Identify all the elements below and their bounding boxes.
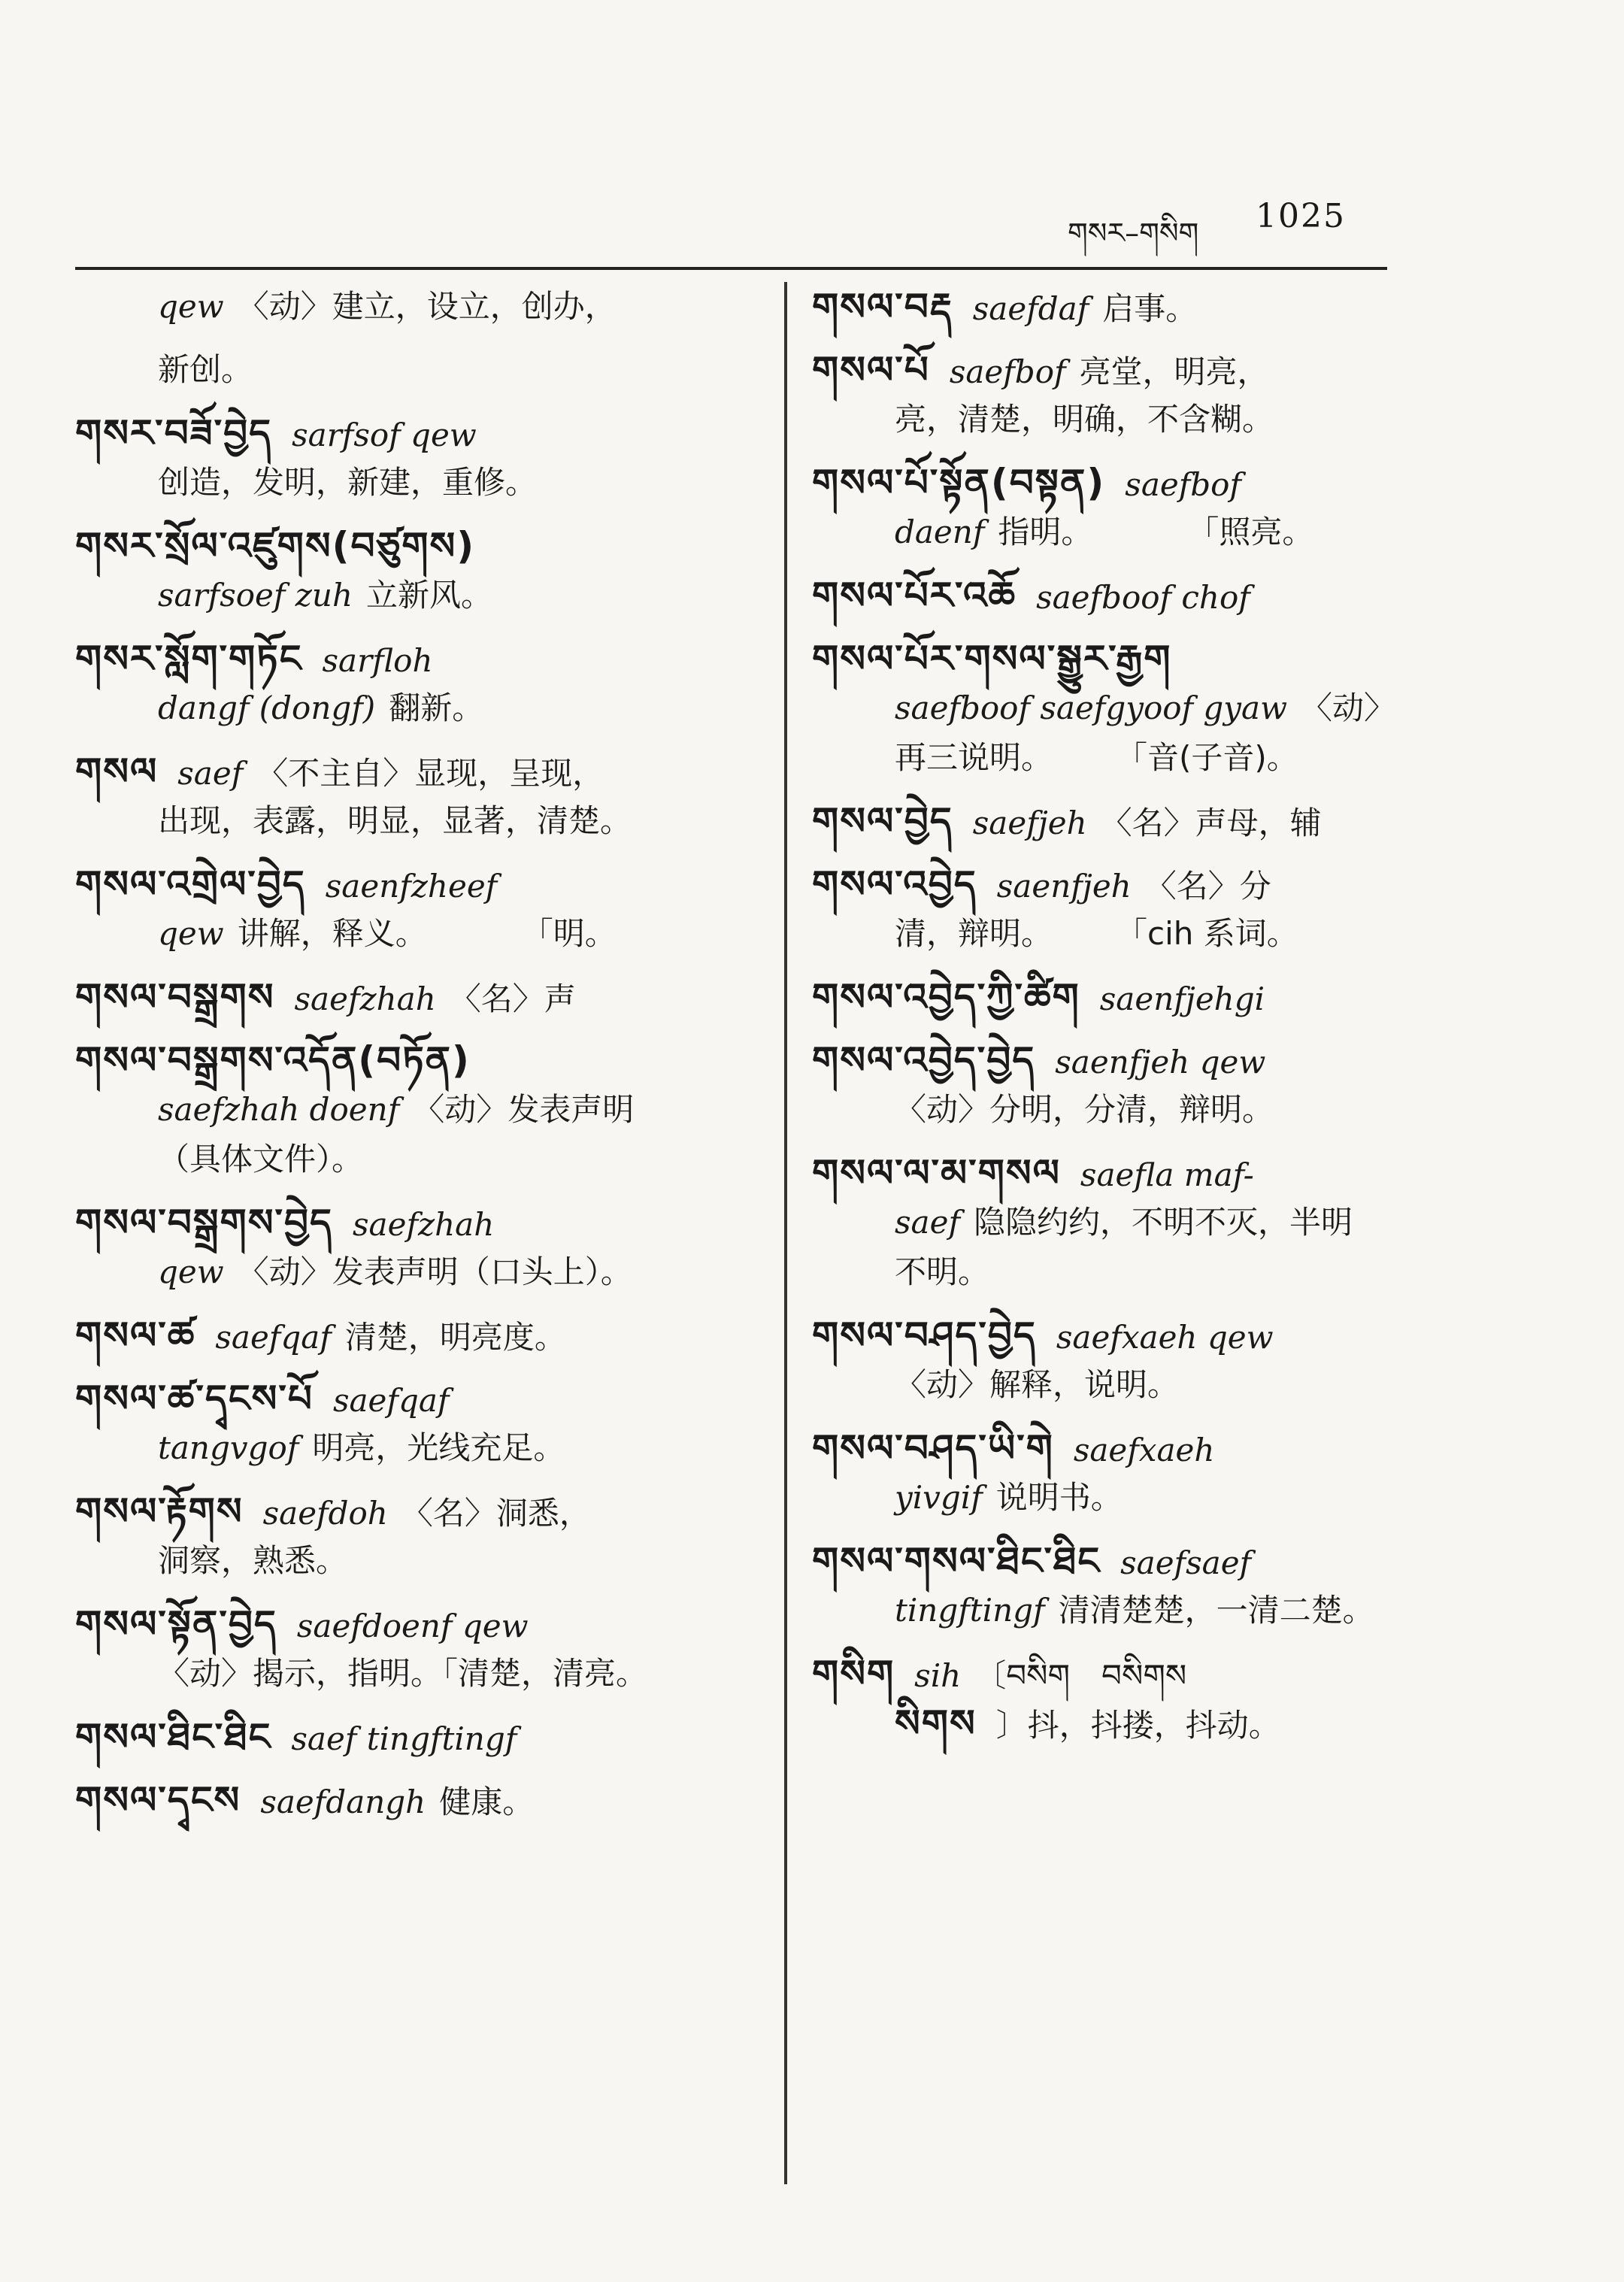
headword-tibetan: གསར་བཟོ་བྱེད	[75, 411, 273, 455]
definition: 翻新。	[389, 689, 484, 726]
definition: 出现，表露，明显，显著，清楚。	[158, 802, 632, 839]
entry-line	[75, 1374, 752, 1423]
definition: 洞察，熟悉。	[158, 1542, 348, 1579]
entry-line	[75, 345, 752, 395]
headword-tibetan: གསལ་དྭངས	[75, 1778, 241, 1822]
definition: 健康。	[439, 1783, 535, 1820]
entry-line	[812, 1148, 1459, 1198]
dictionary-entry	[812, 1035, 1459, 1135]
headword-tibetan: གསལ་སྟོན་བྱེད	[75, 1602, 277, 1646]
dictionary-entry	[812, 1148, 1459, 1297]
dictionary-entry	[75, 1311, 752, 1360]
headword-tibetan: གསལ་བསྒྲགས་འདོན(བཏོན)	[75, 1038, 471, 1082]
entry-line	[812, 395, 1459, 444]
romanization: saefqaf	[215, 1319, 332, 1356]
romanization: tingftingf	[895, 1592, 1045, 1629]
definition: 〕抖，抖搂，抖动。	[995, 1707, 1280, 1744]
left-column	[75, 282, 752, 1838]
romanization: saefla maf-	[1080, 1156, 1254, 1193]
definition: 不明。	[895, 1253, 990, 1290]
entry-gap	[812, 1135, 1459, 1148]
dictionary-entry	[812, 634, 1459, 783]
entry-line	[75, 282, 752, 332]
entry-line	[812, 571, 1459, 620]
headword-tibetan: གསལ་པོ	[812, 348, 930, 392]
romanization: sarfsof qew	[292, 417, 477, 453]
entry-line	[75, 1198, 752, 1247]
headword-tibetan: གསར་སློག་གཏོང	[75, 637, 303, 680]
romanization: saenfjehgi	[1099, 980, 1265, 1017]
entry-line	[812, 1198, 1459, 1247]
entry-gap	[812, 1022, 1459, 1035]
entry-gap	[75, 1762, 752, 1775]
headword-tibetan: གསལ་འབྱེད	[812, 862, 977, 906]
entry-line	[812, 683, 1459, 733]
definition: 〈名〉分	[1144, 868, 1271, 905]
headword-tibetan: གསལ་བཤད་ཡི་གེ	[812, 1426, 1054, 1470]
page-number: 1025	[1256, 197, 1346, 235]
headword-tibetan: གསལ་འབྱེད་བྱེད	[812, 1038, 1036, 1082]
dictionary-entry	[812, 345, 1459, 444]
romanization: saef tingftingf	[291, 1720, 517, 1757]
definition: 清楚，明亮度。	[344, 1319, 566, 1356]
romanization: saefzhah	[353, 1206, 495, 1243]
romanization: sarfsoef zuh	[158, 577, 353, 614]
romanization: sarfloh	[322, 642, 433, 679]
romanization: saefdangh	[260, 1783, 426, 1820]
entry-line	[75, 1035, 752, 1085]
definition: 〈动〉	[1301, 689, 1396, 726]
romanization: saefjeh	[972, 805, 1087, 841]
entry-line	[812, 1311, 1459, 1360]
entry-line	[75, 1423, 752, 1473]
romanization: saef	[177, 755, 244, 792]
entry-line	[812, 1586, 1459, 1635]
dictionary-entry	[75, 859, 752, 959]
entry-line	[75, 458, 752, 508]
headword-tibetan: གསལ་འགྲེལ་བྱེད	[75, 862, 306, 906]
entry-gap	[812, 1748, 1459, 1762]
entry-line	[812, 282, 1459, 332]
headword-tibetan: གསིག	[812, 1652, 895, 1696]
headword-tibetan: གསལ་པོར་འཆོ	[812, 574, 1017, 617]
romanization: saefdaf	[972, 290, 1089, 327]
entry-line	[75, 1247, 752, 1297]
dictionary-entry	[75, 345, 752, 395]
entry-line	[812, 1247, 1459, 1297]
romanization: saefboof chof	[1036, 579, 1250, 616]
dictionary-entry	[75, 747, 752, 846]
headword-tibetan: གསལ	[75, 750, 159, 793]
entry-gap	[75, 846, 752, 859]
romanization: saefzhah	[294, 980, 436, 1017]
definition: 〈动〉揭示，指明。「清楚，清亮。	[158, 1655, 648, 1692]
definition: 亮，清楚，明确，不含糊。	[895, 401, 1274, 438]
romanization: saenfzheef	[325, 868, 498, 905]
entry-line	[75, 408, 752, 458]
entry-line	[812, 345, 1459, 395]
headword-tibetan: གསལ་ཚ་དྭངས་པོ	[75, 1377, 314, 1420]
romanization: saefboof saefgyoof gyaw	[895, 689, 1288, 726]
headword-tibetan: གསལ་བྱེད	[812, 799, 953, 843]
entry-gap	[75, 1825, 752, 1838]
definition: 〈动〉建立，设立，创办，	[237, 288, 617, 325]
entry-line	[812, 1536, 1459, 1586]
entry-gap	[75, 1586, 752, 1599]
dictionary-entry	[812, 796, 1459, 846]
entry-line	[75, 1536, 752, 1586]
entry-gap	[812, 444, 1459, 458]
definition: 新创。	[158, 351, 253, 388]
entry-gap	[75, 620, 752, 634]
romanization: saefqaf	[332, 1382, 450, 1419]
entry-gap	[812, 959, 1459, 972]
headword-tibetan: གསལ་བཤད་བྱེད	[812, 1314, 1037, 1357]
entry-line	[812, 733, 1459, 783]
definition: 清清楚楚，一清二楚。	[1058, 1592, 1374, 1629]
column-divider	[784, 282, 787, 2184]
entry-line	[812, 972, 1459, 1022]
dictionary-entry	[75, 1035, 752, 1184]
entry-line	[75, 1599, 752, 1649]
romanization: qew	[158, 915, 224, 952]
entry-gap	[812, 1297, 1459, 1311]
dictionary-entry	[812, 282, 1459, 332]
entry-line	[812, 634, 1459, 683]
entry-line	[75, 1311, 752, 1360]
romanization: saefbof	[1125, 466, 1241, 503]
entry-line	[75, 1775, 752, 1825]
entry-gap	[75, 332, 752, 345]
definition: 立新风。	[366, 577, 493, 614]
entry-line	[812, 1085, 1459, 1135]
headword-tibetan: གསལ་འབྱེད་ཀྱི་ཚིག	[812, 975, 1080, 1019]
headword-tibetan: སིགས	[895, 1702, 977, 1745]
page-header	[75, 188, 1387, 263]
definition: 明亮，光线充足。	[312, 1429, 565, 1466]
entry-line	[812, 1649, 1459, 1699]
definition: 创造，发明，新建，重修。	[158, 464, 538, 501]
entry-line	[75, 634, 752, 683]
entry-gap	[812, 1635, 1459, 1649]
romanization: qew	[158, 288, 224, 325]
romanization: dangf (dongf)	[158, 689, 376, 726]
entry-line	[75, 571, 752, 620]
headword-tibetan: གསལ་པོ་སྟོན(བསྟན)	[812, 461, 1106, 505]
definition: 〈不主自〉显现，呈现，	[256, 755, 604, 792]
dictionary-entry	[812, 859, 1459, 959]
entry-gap	[812, 783, 1459, 796]
dictionary-entry	[75, 1775, 752, 1825]
dictionary-entry	[812, 972, 1459, 1022]
entry-line	[812, 796, 1459, 846]
romanization: saefxaeh	[1073, 1432, 1215, 1468]
entry-line	[812, 1360, 1459, 1410]
entry-line	[75, 521, 752, 571]
entry-gap	[75, 395, 752, 408]
definition: （具体文件）。	[158, 1141, 364, 1177]
dictionary-entry	[812, 1536, 1459, 1635]
romanization: saenfjeh	[996, 868, 1132, 905]
headword-tibetan: གསལ་ལ་མ་གསལ	[812, 1151, 1061, 1195]
entry-line	[812, 1423, 1459, 1473]
entry-line	[812, 1699, 1459, 1748]
romanization: daenf	[895, 514, 985, 550]
dictionary-entry	[75, 1712, 752, 1762]
headword-tibetan: གསལ་པོར་གསལ་སྒྱུར་རྒྱག	[812, 637, 1172, 680]
entry-line	[812, 1473, 1459, 1523]
right-column	[812, 282, 1459, 1762]
romanization: yivgif	[895, 1479, 983, 1516]
entry-gap	[75, 1699, 752, 1712]
entry-line	[75, 1085, 752, 1135]
definition: 〈名〉声	[449, 980, 576, 1017]
romanization: saefdoenf qew	[296, 1608, 529, 1644]
entry-gap	[75, 1473, 752, 1486]
entry-line	[75, 796, 752, 846]
entry-line	[75, 747, 752, 796]
dictionary-entry	[812, 1423, 1459, 1523]
romanization: saefxaeh qew	[1056, 1319, 1274, 1356]
headword-tibetan: གསལ་གསལ་ཐིང་ཐིང	[812, 1539, 1101, 1583]
headword-tibetan: གསལ་རྟོགས	[75, 1490, 244, 1533]
dictionary-entry	[75, 1198, 752, 1297]
romanization: saefzhah doenf	[158, 1091, 400, 1128]
entry-line	[75, 909, 752, 959]
definition: 清，辩明。 「cih 系词。	[895, 915, 1298, 952]
headword-tibetan: གསལ་ཚ	[75, 1314, 196, 1357]
dictionary-entry	[75, 972, 752, 1022]
dictionary-entry	[75, 1599, 752, 1699]
entry-gap	[812, 557, 1459, 571]
romanization: qew	[158, 1253, 224, 1290]
definition: 隐隐约约，不明不灭，半明	[974, 1204, 1353, 1241]
running-head: གསར–གསིག	[1068, 217, 1199, 250]
romanization: saenfjeh qew	[1055, 1044, 1266, 1080]
dictionary-entry	[75, 408, 752, 508]
romanization: tangvgof	[158, 1429, 299, 1466]
headword-tibetan: གསལ་ཐིང་ཐིང	[75, 1715, 272, 1759]
romanization: saefdoh	[262, 1495, 388, 1532]
dictionary-entry	[812, 1649, 1459, 1748]
romanization: saefbof	[949, 353, 1066, 390]
dictionary-entry	[75, 282, 752, 332]
entry-gap	[75, 1297, 752, 1311]
dictionary-entry	[75, 634, 752, 733]
entry-line	[75, 972, 752, 1022]
definition: 指明。 「照亮。	[998, 514, 1314, 550]
entry-line	[812, 1035, 1459, 1085]
entry-line	[812, 909, 1459, 959]
entry-gap	[75, 733, 752, 747]
headword-tibetan: གསལ་བརྡ	[812, 285, 953, 329]
entry-gap	[812, 846, 1459, 859]
entry-gap	[812, 332, 1459, 345]
entry-gap	[812, 1523, 1459, 1536]
dictionary-entry	[75, 1374, 752, 1473]
entry-gap	[812, 1410, 1459, 1423]
entry-gap	[75, 1022, 752, 1035]
entry-gap	[812, 620, 1459, 634]
entry-gap	[75, 1360, 752, 1374]
dictionary-entry	[812, 458, 1459, 557]
entry-line	[75, 683, 752, 733]
entry-line	[75, 859, 752, 909]
romanization: saefsaef	[1120, 1544, 1252, 1581]
dictionary-entry	[812, 1311, 1459, 1410]
romanization: sih	[914, 1657, 962, 1694]
definition: 讲解，释义。 「明。	[237, 915, 617, 952]
definition: 〈名〉声母，辅	[1100, 805, 1322, 841]
definition: 〔བསིག བསིགས	[974, 1657, 1187, 1694]
entry-line	[812, 458, 1459, 508]
dictionary-entry	[812, 571, 1459, 620]
definition: 说明书。	[995, 1479, 1123, 1516]
headword-tibetan: གསར་སྲོལ་འཛུགས(བཙུགས)	[75, 524, 476, 568]
header-rule	[75, 267, 1387, 270]
entry-line	[75, 1712, 752, 1762]
definition: 启事。	[1102, 290, 1198, 327]
definition: 〈动〉发表声明（口头上）。	[237, 1253, 632, 1290]
definition: 亮堂，明亮，	[1079, 353, 1269, 390]
entry-gap	[75, 959, 752, 972]
definition: 再三说明。 「音(子音)。	[895, 739, 1298, 776]
entry-line	[812, 859, 1459, 909]
definition: 〈名〉洞悉，	[401, 1495, 591, 1532]
dictionary-entry	[75, 521, 752, 620]
entry-line	[75, 1486, 752, 1536]
dictionary-entry	[75, 1486, 752, 1586]
entry-gap	[75, 508, 752, 521]
entry-line	[812, 508, 1459, 557]
entry-line	[75, 1649, 752, 1699]
definition: 〈动〉解释，说明。	[895, 1366, 1180, 1403]
definition: 〈动〉分明，分清，辩明。	[895, 1091, 1274, 1128]
headword-tibetan: གསལ་བསྒྲགས	[75, 975, 275, 1019]
definition: 〈动〉发表声明	[413, 1091, 635, 1128]
romanization: saef	[895, 1204, 960, 1241]
headword-tibetan: གསལ་བསྒྲགས་བྱེད	[75, 1201, 333, 1244]
entry-line	[75, 1135, 752, 1184]
entry-gap	[75, 1184, 752, 1198]
